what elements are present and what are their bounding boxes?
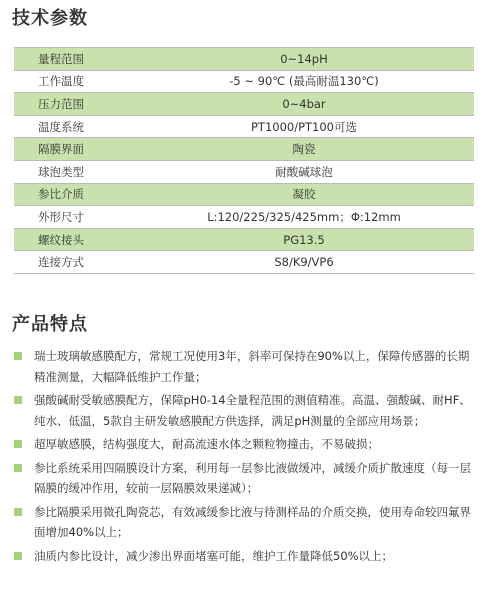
spec-row — [14, 70, 474, 93]
spec-value: -5 ~ 90℃ (最高耐温130℃) — [134, 70, 474, 93]
square-bullet-icon — [14, 440, 22, 448]
feature-item — [10, 502, 476, 543]
spec-value: PG13.5 — [134, 228, 474, 251]
feature-item — [10, 546, 476, 567]
feature-item — [10, 458, 476, 499]
spec-row — [14, 160, 474, 183]
spec-value: S8/K9/VP6 — [134, 251, 474, 274]
spec-value: L:120/225/325/425mm；Φ:12mm — [134, 206, 474, 229]
square-bullet-icon — [14, 464, 22, 472]
spec-value: 0~4bar — [134, 93, 474, 116]
spec-row — [14, 206, 474, 229]
square-bullet-icon — [14, 508, 22, 516]
feature-list — [10, 346, 476, 569]
feature-item — [10, 346, 476, 387]
feature-text: 强酸碱耐受敏感膜配方，保障pH0-14全量程范围的测值精准。高温、强酸碱、耐HF、纯水、低温，5款自主研发敏感膜配方供选择，满足pH测量的全部应用场景； — [34, 393, 471, 428]
feature-item — [10, 390, 476, 431]
spec-row — [14, 48, 474, 71]
spec-row — [14, 115, 474, 138]
spec-value: 陶瓷 — [134, 138, 474, 161]
feature-text: 瑞士玻璃敏感膜配方，常规工况使用3年，斜率可保持在90%以上，保障传感器的长期精准测量，大幅降低维护工作量； — [34, 349, 470, 384]
feature-item — [10, 434, 476, 455]
spec-label: 外形尺寸 — [14, 206, 134, 229]
square-bullet-icon — [14, 352, 22, 360]
features-title: 产品特点 — [12, 314, 88, 335]
spec-label: 温度系统 — [14, 115, 134, 138]
spec-label: 量程范围 — [14, 48, 134, 71]
spec-row — [14, 93, 474, 116]
spec-label: 螺纹接头 — [14, 228, 134, 251]
spec-label: 参比介质 — [14, 183, 134, 206]
spec-row — [14, 228, 474, 251]
spec-value: 凝胶 — [134, 183, 474, 206]
spec-row — [14, 251, 474, 274]
spec-label: 工作温度 — [14, 70, 134, 93]
spec-label: 隔膜界面 — [14, 138, 134, 161]
square-bullet-icon — [14, 552, 22, 560]
spec-value: 耐酸碱球泡 — [134, 160, 474, 183]
feature-text: 油质内参比设计，减少渗出界面堵塞可能，维护工作量降低50%以上； — [34, 548, 394, 563]
spec-value: 0~14pH — [134, 48, 474, 71]
spec-table — [14, 47, 474, 274]
square-bullet-icon — [14, 396, 22, 404]
spec-value: PT1000/PT100可选 — [134, 115, 474, 138]
feature-text: 参比系统采用四隔膜设计方案，利用每一层参比液做缓冲，减缓介质扩散速度（每一层隔膜的缓冲作用，较前一层隔膜效果递减）； — [34, 460, 471, 495]
spec-label: 连接方式 — [14, 251, 134, 274]
spec-row — [14, 183, 474, 206]
feature-text: 超厚敏感膜，结构强度大，耐高流速水体之颗粒物撞击，不易破损； — [34, 437, 379, 451]
feature-text: 参比隔膜采用微孔陶瓷芯，有效减缓参比液与待测样品的介质交换，使用寿命较四氟界面增加40%以上； — [34, 504, 471, 539]
spec-label: 压力范围 — [14, 93, 134, 116]
spec-row — [14, 138, 474, 161]
spec-label: 球泡类型 — [14, 160, 134, 183]
tech-params-title: 技术参数 — [12, 8, 88, 29]
